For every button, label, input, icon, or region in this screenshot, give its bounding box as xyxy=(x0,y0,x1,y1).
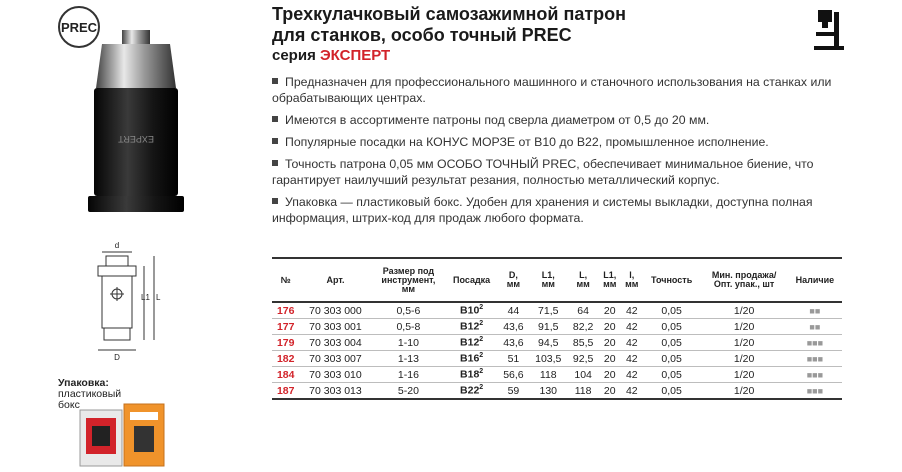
cell-D: 59 xyxy=(498,383,529,400)
feature-list xyxy=(272,74,842,232)
bullet-square-icon xyxy=(272,138,278,144)
col-header-D: D, мм xyxy=(498,258,529,302)
cell-D: 56,6 xyxy=(498,367,529,383)
cell-l: 42 xyxy=(621,367,643,383)
feature-text: Предназначен для профессионального машинного и станочного использования на станках или обрабатывающих центрах. xyxy=(272,75,832,105)
cell-L: 104 xyxy=(568,367,599,383)
svg-text:EXPERT: EXPERT xyxy=(118,134,154,144)
cell-L1b: 20 xyxy=(599,383,621,400)
cell-seat: $B16^2$ xyxy=(445,351,498,367)
cell-accuracy: 0,05 xyxy=(643,367,701,383)
cell-L1b: 20 xyxy=(599,351,621,367)
table-row xyxy=(272,319,842,335)
product-title-line2: для станков, особо точный PREC xyxy=(272,25,572,45)
cell-num: 177 xyxy=(272,319,299,335)
cell-seat: $B12^2$ xyxy=(445,335,498,351)
product-title xyxy=(272,4,626,46)
cell-num: 176 xyxy=(272,302,299,319)
table-header-row xyxy=(272,258,842,302)
cell-L1: 71,5 xyxy=(529,302,568,319)
table-row xyxy=(272,367,842,383)
bullet-square-icon xyxy=(272,160,278,166)
cell-min-sale: 1/20 xyxy=(700,383,787,400)
cell-accuracy: 0,05 xyxy=(643,319,701,335)
cell-size: 1-16 xyxy=(371,367,445,383)
feature-text: Точность патрона 0,05 мм ОСОБО ТОЧНЫЙ PREC, обеспечивает минимальное биение, что гарантирует наилучший результат резания, полностью металлический корпус. xyxy=(272,157,814,187)
col-header-num: № xyxy=(272,258,299,302)
cell-size: 1-13 xyxy=(371,351,445,367)
dim-label-d: d xyxy=(114,241,120,250)
cell-D: 43,6 xyxy=(498,319,529,335)
cell-L: 82,2 xyxy=(568,319,599,335)
col-header-L1b: L1, мм xyxy=(599,258,621,302)
cell-L1b: 20 xyxy=(599,367,621,383)
feature-text: Популярные посадки на КОНУС МОРЗЕ от В10 до В22, промышленное исполнение. xyxy=(285,135,769,149)
feature-item xyxy=(272,156,842,188)
cell-L1: 118 xyxy=(529,367,568,383)
cell-D: 43,6 xyxy=(498,335,529,351)
feature-item xyxy=(272,112,842,128)
cell-min-sale: 1/20 xyxy=(700,302,787,319)
cell-seat: $B18^2$ xyxy=(445,367,498,383)
cell-L1: 130 xyxy=(529,383,568,400)
product-title-line1: Трехкулачковый самозажимной патрон xyxy=(272,4,627,24)
cell-availability: ■■■ xyxy=(788,351,842,367)
cell-num: 187 xyxy=(272,383,299,400)
packaging-title: Упаковка: xyxy=(58,377,109,389)
cell-min-sale: 1/20 xyxy=(700,319,787,335)
cell-size: 0,5-8 xyxy=(371,319,445,335)
chuck-technical-drawing xyxy=(82,238,182,366)
cell-seat: $B22^2$ xyxy=(445,383,498,400)
table-row xyxy=(272,351,842,367)
col-header-L: L, мм xyxy=(568,258,599,302)
table-row xyxy=(272,302,842,319)
cell-L: 92,5 xyxy=(568,351,599,367)
cell-availability: ■■■ xyxy=(788,335,842,351)
drill-chuck-image xyxy=(80,28,192,220)
bullet-square-icon xyxy=(272,116,278,122)
cell-l: 42 xyxy=(621,335,643,351)
cell-L: 118 xyxy=(568,383,599,400)
series-prefix: серия xyxy=(272,47,316,64)
cell-art: 70 303 004 xyxy=(299,335,371,351)
table-row xyxy=(272,335,842,351)
cell-l: 42 xyxy=(621,302,643,319)
cell-num: 179 xyxy=(272,335,299,351)
cell-L1b: 20 xyxy=(599,335,621,351)
bullet-square-icon xyxy=(272,78,278,84)
cell-L1: 94,5 xyxy=(529,335,568,351)
cell-seat: $B10^2$ xyxy=(445,302,498,319)
cell-L1: 103,5 xyxy=(529,351,568,367)
cell-availability: ■■ xyxy=(788,302,842,319)
cell-min-sale: 1/20 xyxy=(700,351,787,367)
cell-art: 70 303 000 xyxy=(299,302,371,319)
plastic-box-image xyxy=(78,402,168,468)
dim-label-D: D xyxy=(114,353,120,362)
cell-L: 85,5 xyxy=(568,335,599,351)
cell-l: 42 xyxy=(621,351,643,367)
feature-item xyxy=(272,134,842,150)
table-row xyxy=(272,383,842,400)
cell-art: 70 303 001 xyxy=(299,319,371,335)
cell-availability: ■■■ xyxy=(788,367,842,383)
product-series xyxy=(272,47,390,64)
cell-num: 184 xyxy=(272,367,299,383)
cell-num: 182 xyxy=(272,351,299,367)
dim-label-l: L xyxy=(156,293,161,302)
col-header-size: Размер под инструмент, мм xyxy=(371,258,445,302)
col-header-accuracy: Точность xyxy=(643,258,701,302)
cell-accuracy: 0,05 xyxy=(643,351,701,367)
cell-size: 1-10 xyxy=(371,335,445,351)
prec-badge-label: PREC xyxy=(60,19,98,35)
cell-accuracy: 0,05 xyxy=(643,335,701,351)
cell-L1b: 20 xyxy=(599,319,621,335)
cell-art: 70 303 007 xyxy=(299,351,371,367)
packaging-line2: бокс xyxy=(58,399,80,411)
cell-min-sale: 1/20 xyxy=(700,335,787,351)
cell-size: 0,5-6 xyxy=(371,302,445,319)
cell-L: 64 xyxy=(568,302,599,319)
cell-art: 70 303 013 xyxy=(299,383,371,400)
cell-availability: ■■ xyxy=(788,319,842,335)
col-header-L1: L1, мм xyxy=(529,258,568,302)
feature-item xyxy=(272,74,842,106)
cell-L1b: 20 xyxy=(599,302,621,319)
cell-accuracy: 0,05 xyxy=(643,302,701,319)
cell-D: 51 xyxy=(498,351,529,367)
cell-availability: ■■■ xyxy=(788,383,842,400)
packaging-line1: пластиковый xyxy=(58,388,122,400)
cell-l: 42 xyxy=(621,319,643,335)
cell-min-sale: 1/20 xyxy=(700,367,787,383)
cell-accuracy: 0,05 xyxy=(643,383,701,400)
col-header-min-sale: Мин. продажа/ Опт. упак., шт xyxy=(700,258,787,302)
cell-size: 5-20 xyxy=(371,383,445,400)
dim-label-l1: L1 xyxy=(141,293,150,302)
drill-press-icon xyxy=(812,8,846,52)
feature-text: Упаковка — пластиковый бокс. Удобен для хранения и системы выкладки, доступна полная информация, штрих-код для продаж любого формата. xyxy=(272,195,813,225)
col-header-l: l, мм xyxy=(621,258,643,302)
cell-art: 70 303 010 xyxy=(299,367,371,383)
cell-seat: $B12^2$ xyxy=(445,319,498,335)
col-header-art: Арт. xyxy=(299,258,371,302)
col-header-availability: Наличие xyxy=(788,258,842,302)
cell-L1: 91,5 xyxy=(529,319,568,335)
spec-table xyxy=(272,257,842,400)
cell-l: 42 xyxy=(621,383,643,400)
cell-D: 44 xyxy=(498,302,529,319)
feature-item xyxy=(272,194,842,226)
feature-text: Имеются в ассортименте патроны под сверла диаметром от 0,5 до 20 мм. xyxy=(285,113,710,127)
series-name: ЭКСПЕРТ xyxy=(320,47,391,64)
bullet-square-icon xyxy=(272,198,278,204)
col-header-seat: Посадка xyxy=(445,258,498,302)
